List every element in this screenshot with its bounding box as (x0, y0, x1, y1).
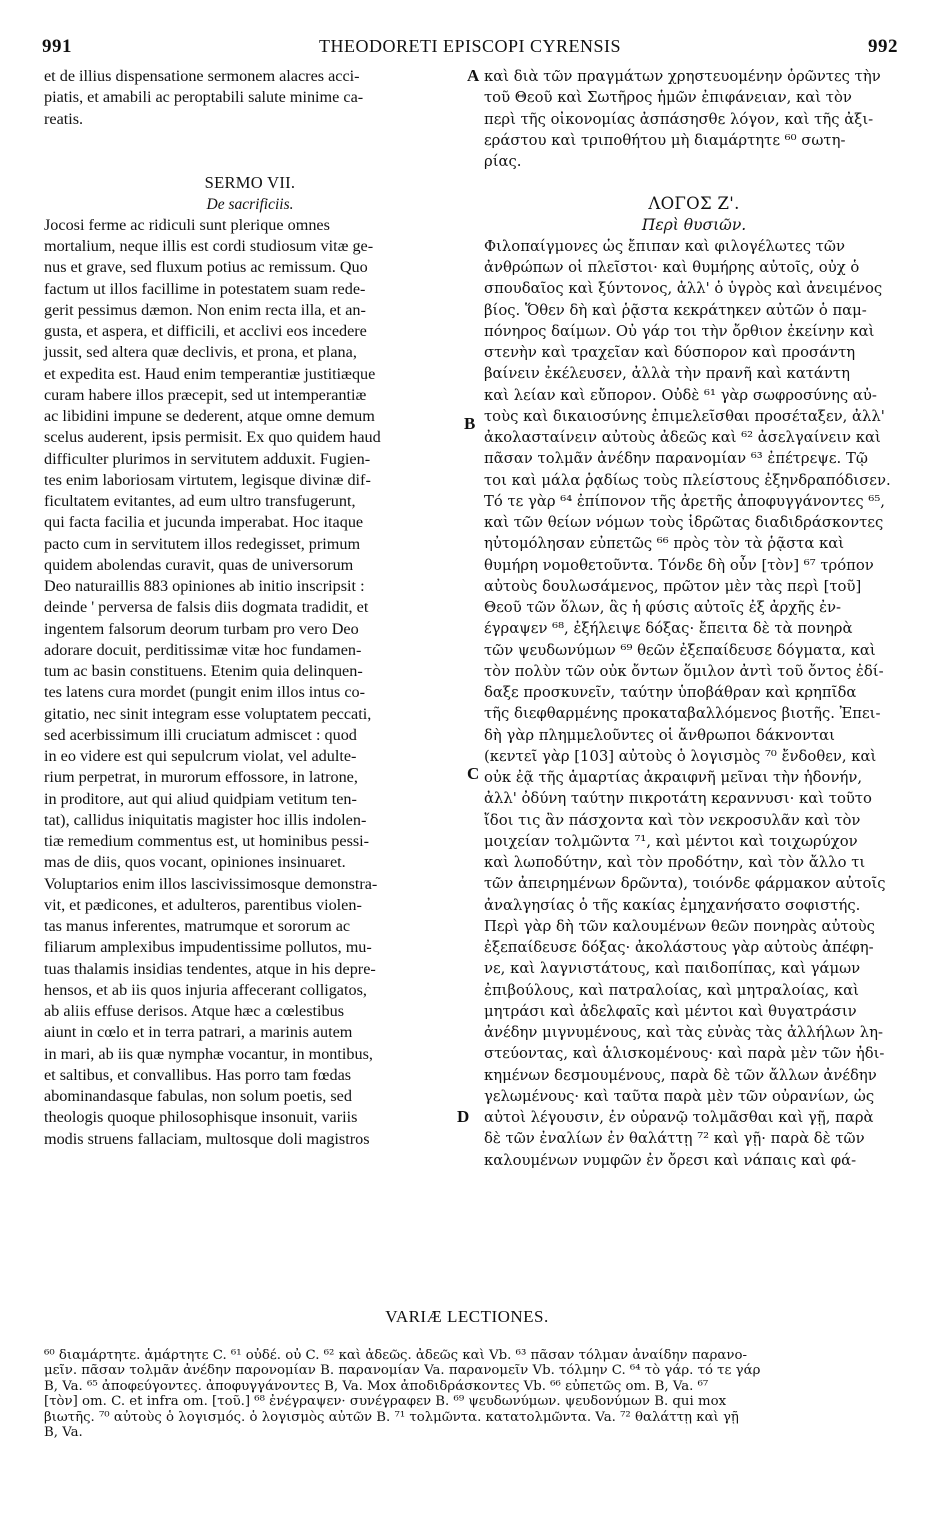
text-line: βίος. Ὅθεν δὴ καὶ ῥᾷστα κεκράτηκεν αὐτῶν ὁ παμ- (484, 301, 867, 319)
text-line: mas de diis, quos vocant, opiniones insinuaret. (44, 853, 346, 872)
variant-note-line: B, Va. (44, 1424, 83, 1440)
variant-readings (44, 1348, 906, 1440)
variant-note-line: μεῖν. πᾶσαν τολμᾶν ἀνέδην παρονομίαν B. παρανομίαν Va. παρανομεῖν Vb. τόλμην C. ⁶⁴ τὸ γάρ. τό τε γάρ (44, 1363, 761, 1379)
sermon-subtitle: De sacrificiis. (206, 195, 294, 213)
text-line: scelus auderent, ipsis permisit. Ex quo quidem haud (44, 428, 381, 447)
margin-letter-d: D (457, 1107, 470, 1126)
text-line: theologis quoque philosophisque insonuit, variis (44, 1108, 358, 1127)
text-line: καὶ διὰ τῶν πραγμάτων χρηστευομένην ὁρῶντες τὴν (484, 68, 881, 85)
text-line: adorare docuit, perditissimæ vitæ hoc fundamen- (44, 640, 362, 659)
text-line: ἐπιβούλους, καὶ πατραλοίας, καὶ μητραλοίας, καὶ (484, 981, 859, 999)
text-line: καὶ τῶν θείων νόμων τοὺς ἱδρῶτας διαδιδράσκοντες (484, 514, 884, 531)
text-line: μητράσι καὶ ἀδελφαῖς καὶ μέντοι καὶ θυγατράσιν (484, 1002, 857, 1020)
text-line: in mari, ab iis quæ nymphæ vocantur, in montibus, (44, 1044, 373, 1063)
text-line: ρίας. (484, 153, 522, 170)
text-line: ἐξεπαίδευσε δόξας· ἀκολάστους γὰρ αὐτοὺς ἀπέφη- (484, 939, 874, 956)
text-line: gerit pessimus dæmon. Non enim recta illa, et an- (44, 300, 366, 319)
text-line: τῶν ἀπειρημένων δρῶντα), τοιόνδε φάρμακον αὐτοῖς (484, 875, 886, 893)
text-line: ηὐτομόλησαν εὐπετῶς ⁶⁶ πρὸς τὸν τὰ ῥᾷστα καὶ (484, 535, 845, 553)
text-line: καὶ λωποδύτην, καὶ τὸν προδότην, καὶ τὸν ἄλλο τι (484, 854, 866, 871)
text-line: in eo videre est qui sepulcrum violat, vel adulte- (44, 747, 357, 765)
text-line: θυμήρη νομοθετοῦντα. Τόνδε δὴ οὖν [τὸν] ⁶⁷ τρόπον (484, 556, 874, 574)
text-line: tiæ remedium commentus est, ut hominibus pessi- (44, 832, 370, 850)
text-line: tat), callidus iniquitatis magister hoc illis indolen- (44, 810, 367, 829)
text-line (44, 151, 456, 172)
text-line: βαίνειν ἐκέλευσεν, ἀλλὰ τὴν πρανῆ καὶ κατάντη (484, 365, 850, 383)
text-line: ac libidini impune se dederent, atque omne demum (44, 407, 375, 425)
text-line: deinde ' perversa de falsis diis dogmata tradidit, et (44, 598, 369, 617)
variant-note-line: B, Va. ⁶⁵ ἀποφεύγοντες. ἀποφυγγάνοντες B, Va. Mox ἀποδιδράσκοντες Vb. ⁶⁶ εὐπετῶς om. B, Va. ⁶⁷ (44, 1378, 709, 1394)
text-line: εράστου καὶ τριποθήτου μὴ διαμάρτητε ⁶⁰ σωτη- (484, 131, 846, 149)
text-line: et de illius dispensatione sermonem alacres acci- (44, 67, 360, 85)
text-line: difficulter plurimos in servitutem adduxit. Fugien- (44, 449, 371, 468)
text-line: Θεοῦ τῶν ὅλων, ἃς ἡ φύσις αὐτοῖς ἐξ ἀρχῆς ἐν- (484, 599, 842, 616)
text-line: Φιλοπαίγμονες ὡς ἔπιπαν καὶ φιλογέλωτες τῶν (484, 237, 845, 255)
text-line: Περὶ γὰρ δὴ τῶν καλουμένων θεῶν πονηρὰς αὐτοὺς (484, 917, 875, 935)
greek-column (484, 66, 904, 1171)
text-line: hensos, et ab iis quos injuria affecerant colligatos, (44, 980, 367, 999)
text-line: ἴδοι τις ἂν πάσχοντα καὶ τὸν νεκροσυλᾶν καὶ τὸν (484, 811, 861, 829)
logos-heading: ΛΟΓΟΣ Ζ'. (648, 194, 740, 214)
text-line: Deo naturaillis 883 opiniones ab initio inscripsit : (44, 577, 365, 595)
text-line: vit, et pædicones, et adulteros, parentibus violen- (44, 895, 362, 914)
text-line: in proditore, aut qui aliud quidpiam vetitum ten- (44, 789, 357, 808)
text-line: gusta, et aspera, et difficili, et acclivi eos incedere (44, 322, 367, 340)
text-line: τῶν ψευδωνύμων ⁶⁹ θεῶν ἐξεπαίδευσε δόγματα, καὶ (484, 641, 876, 659)
text-line: mortalium, neque illis est cordi studiosum vitæ ge- (44, 237, 374, 255)
text-line: γελωμένους· καὶ ταῦτα παρὰ μὲν τῶν οὐρανίων, ὡς (484, 1087, 875, 1105)
text-line: καλουμένων νυμφῶν ἐν ὄρεσι καὶ νάπαις καὶ φά- (484, 1151, 857, 1169)
text-line: τῆς διεφθαρμένης προκαταβαλλόμενος βιοτῆς. Ἐπει- (484, 705, 881, 723)
text-line: οὐκ ἐᾷ τῆς ἁμαρτίας ἀκραιφνῆ μεῖναι τὴν ἡδονήν, (484, 769, 863, 786)
text-line: δὴ γὰρ πλημμελοῦντες οἱ ἄνθρωποι δάκνονται (484, 726, 835, 744)
text-line: (κεντεῖ γὰρ [103] αὐτοὺς ὁ λογισμὸς ⁷⁰ ἔνδοθεν, καὶ (484, 747, 877, 765)
text-line: tas manus inferentes, matrumque et sororum ac (44, 917, 351, 935)
text-line: αὐτοὺς δουλωσάμενος, πρῶτον μὲν τὰς περὶ [τοῦ] (484, 577, 862, 595)
text-line: τοῦ Θεοῦ καὶ Σωτῆρος ἡμῶν ἐπιφάνειαν, καὶ τὸν (484, 89, 852, 107)
margin-letter-c: C (467, 764, 480, 783)
text-line: reatis. (44, 109, 84, 128)
text-line: gitatio, nec sinit integram esse voluptatem peccati, (44, 704, 372, 723)
text-line: filiarum amplexibus impudentissime pollutos, mu- (44, 938, 372, 957)
text-line: tes latens cura mordet (pungit enim illos intus co- (44, 683, 365, 702)
text-line: νε, καὶ λαγνιστάτους, καὶ παιδοπίπας, καὶ γάμων (484, 960, 861, 978)
text-line: modis struens fallaciam, multosque doli magistros (44, 1129, 370, 1148)
text-line: et expedita est. Haud enim temperantiæ justitiæque (44, 364, 376, 383)
text-line: σπουδαῖος καὶ ξύντονος, ἀλλ' ὁ ὑγρὸς καὶ ἀνειμένος (484, 280, 883, 298)
text-line: στεύοντας, καὶ ἁλισκομένους· καὶ παρὰ μὲν τῶν ἠδι- (484, 1045, 885, 1063)
text-line: nus et grave, sed fluxum potius ac remissum. Quo (44, 258, 368, 277)
margin-letter-a: A (467, 66, 480, 85)
text-line: ingentem falsorum deorum turbam pro vero Deo (44, 619, 359, 638)
text-line: τὸν πολὺν τῶν οὐκ ὄντων ὅμιλον ἀντὶ τοῦ ὄντος ἐδί- (484, 662, 884, 680)
text-line: piatis, et amabili ac peroptabili salute minime ca- (44, 88, 364, 107)
variant-note-line: [τὸν] om. C. et infra om. [τοῦ.] ⁶⁸ ἐνέγραψεν· συνέγραφεν B. ⁶⁹ ψευδωνύμων. ψευδονύμων B. qui mox (44, 1394, 727, 1410)
text-line: πόνηρος δαίμων. Οὐ γάρ τοι τὴν ὄρθιον ἐκείνην καὶ (484, 322, 875, 340)
text-line: κημένων δεσμουμένους, παρὰ δὲ τῶν ἄλλων ἀνέδην (484, 1066, 877, 1084)
text-line: curam habere illos præcepit, sed ut intemperantiæ (44, 385, 367, 404)
text-line: ab aliis effuse derisos. Atque hæc a cœlestibus (44, 1002, 345, 1020)
page-number-left: 991 (42, 36, 72, 57)
running-title: THEODORETI EPISCOPI CYRENSIS (318, 36, 622, 56)
text-line: τοὺς καὶ δικαιοσύνης ἐπιμελεῖσθαι προσέταξεν, ἀλλ' (484, 407, 885, 425)
variant-note-line: ⁶⁰ διαμάρτητε. ἁμάρτητε C. ⁶¹ οὐδέ. οὐ C. ⁶² καὶ ἀδεῶς. ἀδεῶς καὶ Vb. ⁶³ πᾶσαν τόλμαν ἀναίδην παρανο- (44, 1348, 747, 1363)
text-line: abominandasque fabulas, non solum poetis, sed (44, 1087, 352, 1105)
text-line: ἀλλ' ὀδύνη ταύτην πικροτάτη κεραννυσι· καὶ τοῦτο (484, 790, 872, 808)
variant-note-line: βιωτῆς. ⁷⁰ αὐτοὺς ὁ λογισμός. ὁ λογισμὸς αὐτῶν B. ⁷¹ τολμῶντα. κατατολμῶντα. Va. ⁷² θαλάττῃ καὶ γῇ (44, 1409, 739, 1425)
text-line: ἀναλγησίας ὁ τῆς κακίας ἐμηχανήσατο σοφιστής. (484, 896, 861, 914)
text-line: περὶ τῆς οἰκονομίας ἀσπάσησθε λόγον, καὶ τῆς ἀξι- (484, 110, 874, 128)
text-line: καὶ λείαν καὶ εὔπορον. Οὐδὲ ⁶¹ γὰρ σωφροσύνης αὐ- (484, 386, 877, 404)
latin-column (44, 66, 456, 1150)
logos-subtitle: Περὶ θυσιῶν. (641, 215, 747, 234)
text-line: Voluptarios enim illos lascivissimosque demonstra- (44, 874, 378, 893)
sermon-heading: SERMO VII. (204, 173, 296, 193)
variae-lectiones-title: VARIÆ LECTIONES. (385, 1307, 549, 1326)
text-line: τοι καὶ μάλα ῥᾳδίως τοὺς πλείστους ἐξηνδραπόδισεν. (484, 471, 891, 489)
text-line: ἀνέδην μιγνυμένους, καὶ τὰς εὐνὰς τὰς ἀλλήλων λη- (484, 1024, 883, 1041)
text-line: jussit, sed altera quæ declivis, et prona, et plana, (44, 343, 357, 362)
text-line (44, 130, 456, 151)
text-line: et saltibus, et convallibus. Has porro tam fœdas (44, 1065, 352, 1084)
text-line: quidem abolendas curavit, quas de universorum (44, 555, 354, 574)
text-line: αὐτοὶ λέγουσιν, ἐν οὐρανῷ τολμᾶσθαι καὶ γῇ, παρὰ (484, 1109, 874, 1126)
page-header (42, 36, 898, 62)
text-line: rium perpetrat, in murorum effossore, in latrone, (44, 768, 358, 787)
text-line: ficultatem evitantes, ad eum ultro transfugerunt, (44, 492, 356, 510)
text-line: pacto cum in servitutem illos redegisset, primum (44, 534, 361, 553)
text-line: στενὴν καὶ τραχεῖαν καὶ δύσπορον καὶ προσάντη (484, 344, 856, 361)
text-line: δὲ τῶν ἐναλίων ἐν θαλάττῃ ⁷² καὶ γῇ· παρὰ δὲ τῶν (484, 1130, 865, 1148)
text-line: qui facta facilia et jucunda imperabat. Hoc itaque (44, 513, 364, 532)
margin-letter-b: B (464, 414, 476, 433)
text-line: tuas thalamis insidias tendentes, atque in his depre- (44, 959, 376, 978)
text-line: πᾶσαν τολμᾶν ἀνέδην παρανομίαν ⁶³ ἐπέτρεψε. Τῷ (484, 450, 868, 468)
text-line: sed acerbissimum illi cruciatum admiscet : quod (44, 725, 357, 744)
text-line: tum ac basin constituens. Etenim quia delinquen- (44, 662, 363, 680)
text-line: Jocosi ferme ac ridiculi sunt plerique omnes (44, 215, 330, 234)
text-line: tes enim laboriosam virtutem, legisque divinæ dif- (44, 470, 371, 489)
text-line: δαξε προσκυνεῖν, ταύτην ὑποβάθραν καὶ κρηπῖδα (484, 684, 857, 701)
text-line: aiunt in cœlo et in terra patrari, a marinis autem (44, 1023, 353, 1042)
text-line: έγραψεν ⁶⁸, ἐξήλειψε δόξας· ἔπειτα δὲ τὰ πονηρὰ (484, 620, 853, 638)
text-line: Τό τε γὰρ ⁶⁴ ἐπίπονον τῆς ἀρετῆς ἀποφυγγάνοντες ⁶⁵, (484, 492, 885, 510)
text-line: μοιχείαν τολμῶντα ⁷¹, καὶ μέντοι καὶ τοιχωρύχον (484, 832, 858, 850)
text-line: ἀκολασταίνειν αὐτοὺς ἀδεῶς καὶ ⁶² ἀσελγαίνειν καὶ (484, 429, 881, 446)
text-line: factum ut illos facillime in potestatem suam rede- (44, 279, 366, 298)
page-number-right: 992 (868, 36, 898, 57)
text-line: ἀνθρώπων οἱ πλεῖστοι· καὶ θυμήρης αὐτοῖς, οὐχ ὁ (484, 259, 860, 276)
